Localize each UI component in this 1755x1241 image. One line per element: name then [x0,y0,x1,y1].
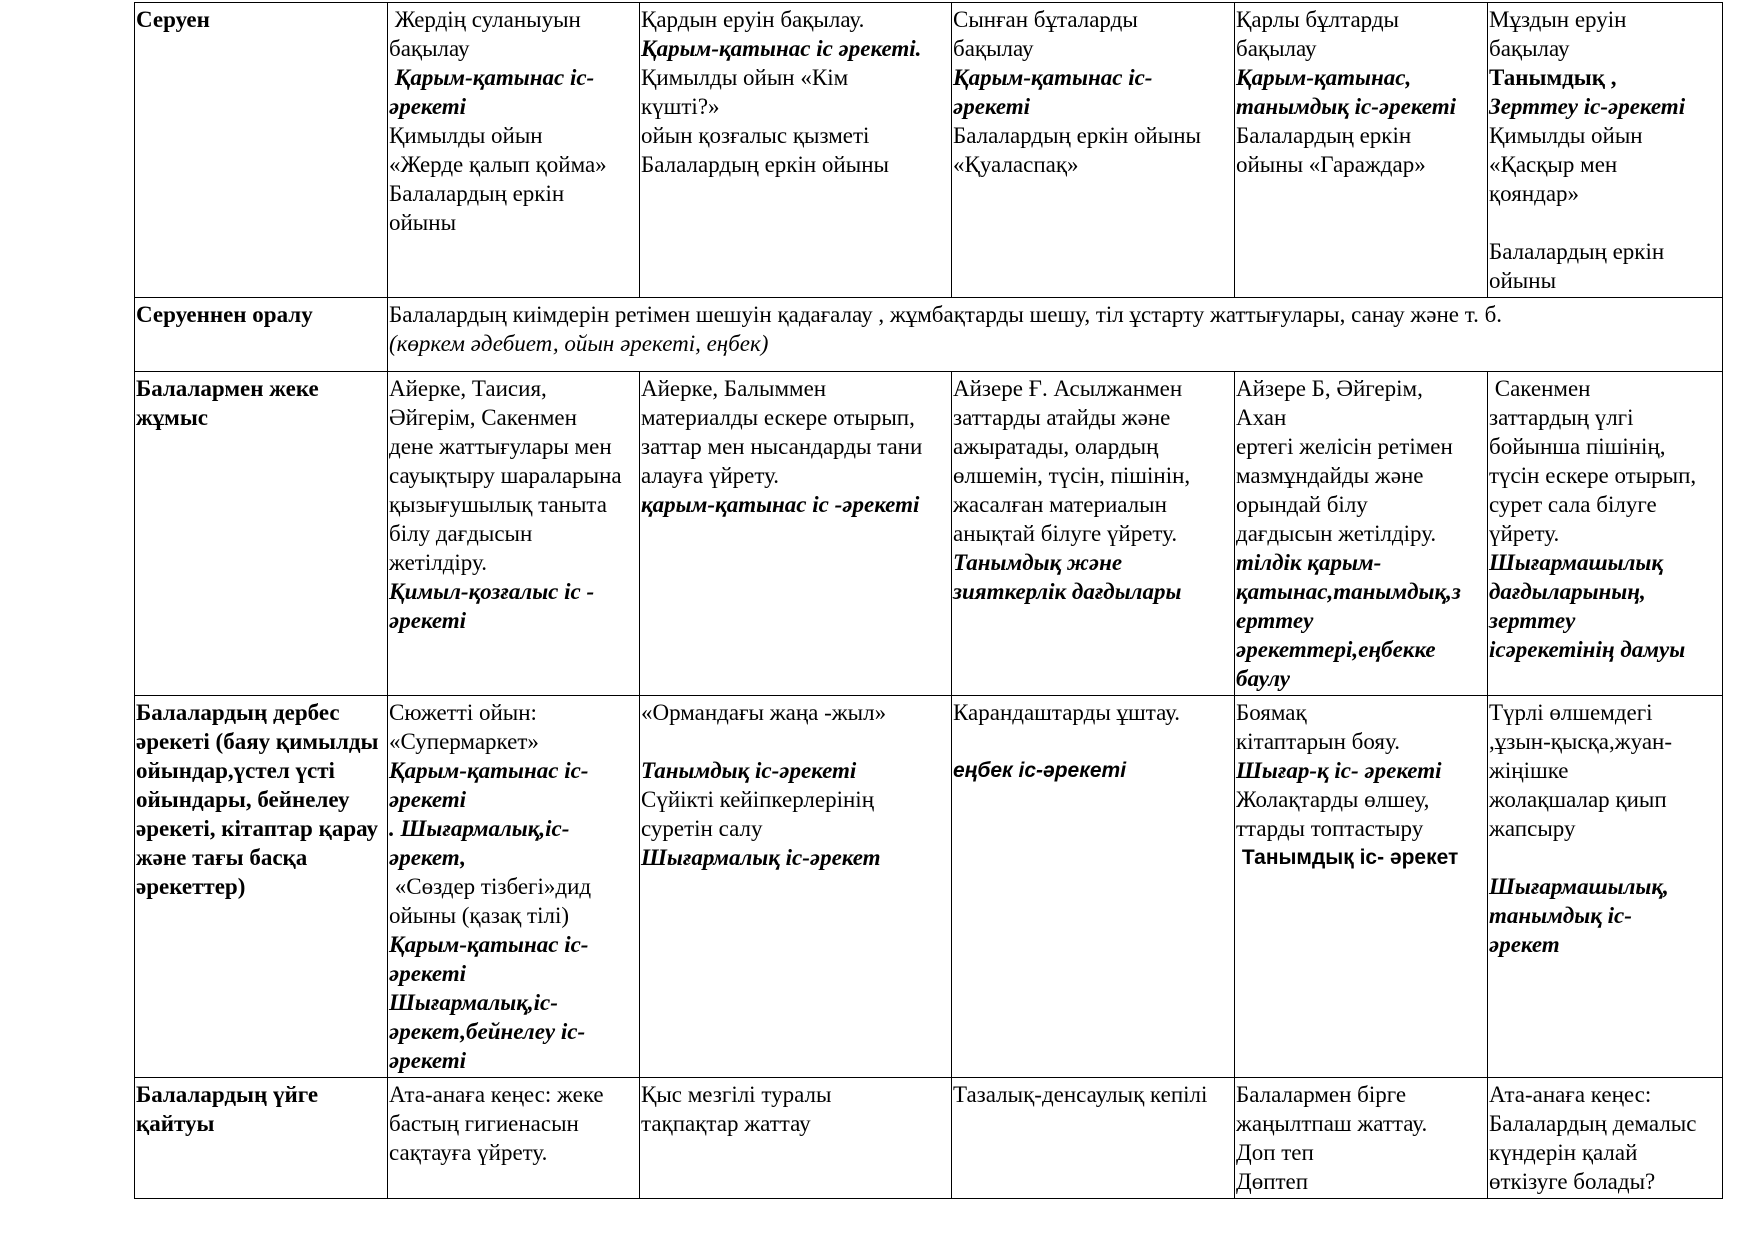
cell-line: Ахан [1236,405,1287,430]
cell-line: Айерке, Балыммен [641,376,827,401]
row-heading: Балалардың дербес әрекеті (баяу қимылды ойындар,үстел үсті ойындары, бейнелеу әрекеті, кітаптар қарау және тағы басқа әрекеттер) [135,696,388,1078]
cell-line: Зерттеу іс-әрекеті [1489,94,1686,119]
cell-line: зерттеу [1489,608,1576,633]
cell-line: Қарлы бұлтарды [1236,7,1399,32]
table-cell [1235,696,1488,1078]
cell-line: еңбек іс-әрекеті [953,759,1127,782]
cell-line: тақпақтар жаттау [641,1111,811,1136]
cell-line: ойыны [389,210,457,235]
cell-line: Балалардың еркін [389,181,565,206]
cell-line: жолақшалар қиып [1489,787,1667,812]
cell-line: Қардын еруін бақылау. [641,7,865,32]
cell-line: Карандаштарды ұштау. [953,700,1181,725]
cell-line: тілдік қарым- [1236,550,1382,575]
cell-line: ісәрекетінің дамуы [1489,637,1686,662]
cell-line: жапсыру [1489,816,1576,841]
cell-line: Боямақ [1236,700,1307,725]
cell-line: Қыс мезгілі туралы [641,1082,832,1107]
cell-line: әрекеттері,еңбекке [1236,637,1436,662]
cell-line: Доп теп [1236,1140,1314,1165]
cell-line: қызығушылық таныта [389,492,607,517]
table-cell [388,696,640,1078]
table-cell [952,696,1235,1078]
cell-line: Ата-анаға кеңес: [1489,1082,1652,1107]
cell-line: бастың гигиенасын [389,1111,579,1136]
cell-line: «Ормандағы жаңа -жыл» [641,700,887,725]
cell-line: Жолақтарды өлшеу, [1236,787,1430,812]
cell-line: күндерін қалай [1489,1140,1638,1165]
cell-line: заттарды атайды және [953,405,1171,430]
table-cell [388,372,640,696]
cell-line: Қимыл-қозғалыс іс - [389,579,595,604]
cell-line: білу дағдысын [389,521,533,546]
row-heading: Балалармен жеке жұмыс [135,372,388,696]
cell-line: Сюжетті ойын: [389,700,537,725]
cell-line: Балалардың еркін ойыны [953,123,1201,148]
daily-plan-table [134,2,1723,1199]
cell-line: әрекет,бейнелеу іс- [389,1019,586,1044]
cell-line [641,727,951,756]
cell-line: Сүйікті кейіпкерлерінің [641,787,875,812]
cell-line: Жердің суланыуын [389,7,581,32]
cell-line: бақылау [953,36,1034,61]
cell-line: баулу [1236,666,1290,691]
table-cell [388,1078,640,1199]
table-row [135,1078,1723,1199]
cell-line: Шығар-қ іс- әрекеті [1236,758,1442,783]
cell-line: бақылау [1236,36,1317,61]
cell-line: ойыны (қазақ тілі) [389,903,570,928]
table-cell [640,1078,952,1199]
cell-line: Қарым-қатынас іс- [389,65,595,90]
cell-line: бақылау [1489,36,1570,61]
cell-line: Шығармашылық, [1489,874,1669,899]
cell-line: бақылау [389,36,470,61]
cell-line: «Қуаласпақ» [953,152,1079,177]
cell-line: кітаптарын бояу. [1236,729,1400,754]
cell-line: Қимылды ойын «Кім [641,65,849,90]
cell-line: Танымдық , [1489,65,1617,90]
cell-line: Сынған бұталарды [953,7,1138,32]
cell-line: Ата-анаға кеңес: жеке [389,1082,604,1107]
cell-line: жаңылтпаш жаттау. [1236,1111,1428,1136]
cell-line [953,727,1234,756]
cell-line: Балалардың демалыс [1489,1111,1697,1136]
cell-line: материалды ескере отырып, [641,405,915,430]
cell-line: дағдысын жетілдіру. [1236,521,1437,546]
cell-line: Қарым-қатынас іс әрекеті. [641,36,922,61]
cell-line: Қарым-қатынас іс- [953,65,1153,90]
cell-line: Қарым-қатынас, [1236,65,1412,90]
table-row [135,298,1723,372]
cell-line: танымдық іс-әрекеті [1236,94,1456,119]
cell-line: дене жаттығулары мен [389,434,612,459]
cell-line: қояндар» [1489,181,1580,206]
cell-line: Қарым-қатынас іс- [389,932,589,957]
cell-line: Тазалық-денсаулық кепілі [953,1082,1208,1107]
cell-line: (көркем әдебиет, ойын әрекеті, еңбек) [389,331,769,356]
table-cell [640,696,952,1078]
cell-line: Мұздын еруін [1489,7,1627,32]
cell-line: . Шығармалық,іс- [389,816,570,841]
cell-line: өлшемін, түсін, пішінін, [953,463,1191,488]
table-cell [640,372,952,696]
cell-line: Балалармен бірге [1236,1082,1407,1107]
cell-line [1489,843,1722,872]
cell-line: әрекеті [389,608,467,633]
cell-line: әрекеті [389,787,467,812]
cell-line: танымдық іс- [1489,903,1632,928]
cell-line: заттардың үлгі [1489,405,1634,430]
cell-line: «Қасқыр мен [1489,152,1618,177]
cell-line: Әйгерім, Сакенмен [389,405,577,430]
cell-line: Шығармалық,іс- [389,990,558,1015]
table-cell [952,1078,1235,1199]
table-cell [1488,372,1723,696]
row-heading: Балалардың үйге қайтуы [135,1078,388,1199]
table-cell [1235,3,1488,298]
cell-line: «Супермаркет» [389,729,539,754]
cell-line: Айерке, Таисия, [389,376,547,401]
cell-line: «Жерде қалып қойма» [389,152,607,177]
cell-line: түсін ескере отырып, [1489,463,1697,488]
table-cell [388,3,640,298]
cell-line: әрекеті [389,94,467,119]
cell-line: ойыны «Гараждар» [1236,152,1426,177]
cell-line: Шығармалық іс-әрекет [641,845,881,870]
table-cell [1235,1078,1488,1199]
cell-line: өткізуге болады? [1489,1169,1656,1194]
cell-line: Танымдық және [953,550,1123,575]
cell-line: әрекеті [389,1048,467,1073]
cell-line: жіңішке [1489,758,1569,783]
cell-line: ажыратады, олардың [953,434,1159,459]
cell-line: заттар мен нысандарды тани [641,434,923,459]
table-row [135,696,1723,1078]
cell-line: Балалардың еркін [1236,123,1412,148]
cell-line: анықтай білуге үйрету. [953,521,1178,546]
table-cell [640,3,952,298]
cell-line: әрекеті [389,961,467,986]
table-cell [1488,696,1723,1078]
cell-line: әрекеті [953,94,1031,119]
cell-line: орындай білу [1236,492,1368,517]
cell-line: алауға үйрету. [641,463,780,488]
cell-line: Танымдық іс- әрекет [1236,846,1459,869]
cell-line: «Сөздер тізбегі»дид [389,874,592,899]
cell-line: сақтауға үйрету. [389,1140,548,1165]
table-cell [952,3,1235,298]
cell-line: әрекет [1489,932,1560,957]
table-row [135,3,1723,298]
cell-line: бойынша пішінің, [1489,434,1666,459]
cell-line: сурет сала білуге [1489,492,1657,517]
cell-line: ойын қозғалыс қызметі [641,123,870,148]
cell-line: ойыны [1489,268,1557,293]
cell-line: Айзере Б, Әйгерім, [1236,376,1423,401]
cell-line: қарым-қатынас іс -әрекеті [641,492,920,517]
cell-line: Түрлі өлшемдегі [1489,700,1653,725]
table-cell [1235,372,1488,696]
cell-line: Балалардың киімдерін ретімен шешуін қадағалау , жұмбақтарды шешу, тіл ұстарту жаттығулары, санау және т. б. [389,302,1503,327]
cell-line: күшті?» [641,94,720,119]
table-row [135,372,1723,696]
cell-line: сауықтыру шараларына [389,463,622,488]
cell-line: Айзере Ғ. Асылжанмен [953,376,1183,401]
cell-line: Шығармашылық [1489,550,1663,575]
row-heading: Серуеннен оралу [135,298,388,372]
cell-line: әрекет, [389,845,467,870]
cell-line: Қарым-қатынас іс- [389,758,589,783]
cell-line: ертегі желісін ретімен [1236,434,1453,459]
cell-line: ерттеу [1236,608,1314,633]
row-heading: Серуен [135,3,388,298]
cell-line: Танымдық іс-әрекеті [641,758,857,783]
cell-line: қатынас,танымдық,з [1236,579,1461,604]
cell-line: Балалардың еркін [1489,239,1665,264]
cell-line: ,ұзын-қысқа,жуан- [1489,729,1672,754]
cell-line: мазмұндайды және [1236,463,1424,488]
cell-line: Қимылды ойын [1489,123,1643,148]
cell-line: дағдыларының, [1489,579,1646,604]
cell-line [1489,208,1722,237]
cell-line: жетілдіру. [389,550,487,575]
cell-line: Қимылды ойын [389,123,543,148]
table-cell [1488,3,1723,298]
cell-line: суретін салу [641,816,763,841]
cell-line: жасалған материалын [953,492,1167,517]
table-cell [952,372,1235,696]
merged-cell [388,298,1723,372]
cell-line: Сакенмен [1489,376,1591,401]
table-cell [1488,1078,1723,1199]
cell-line: Дөптеп [1236,1169,1309,1194]
cell-line: зияткерлік дағдылары [953,579,1182,604]
cell-line: үйрету. [1489,521,1560,546]
cell-line: Балалардың еркін ойыны [641,152,889,177]
cell-line: ттарды топтастыру [1236,816,1424,841]
